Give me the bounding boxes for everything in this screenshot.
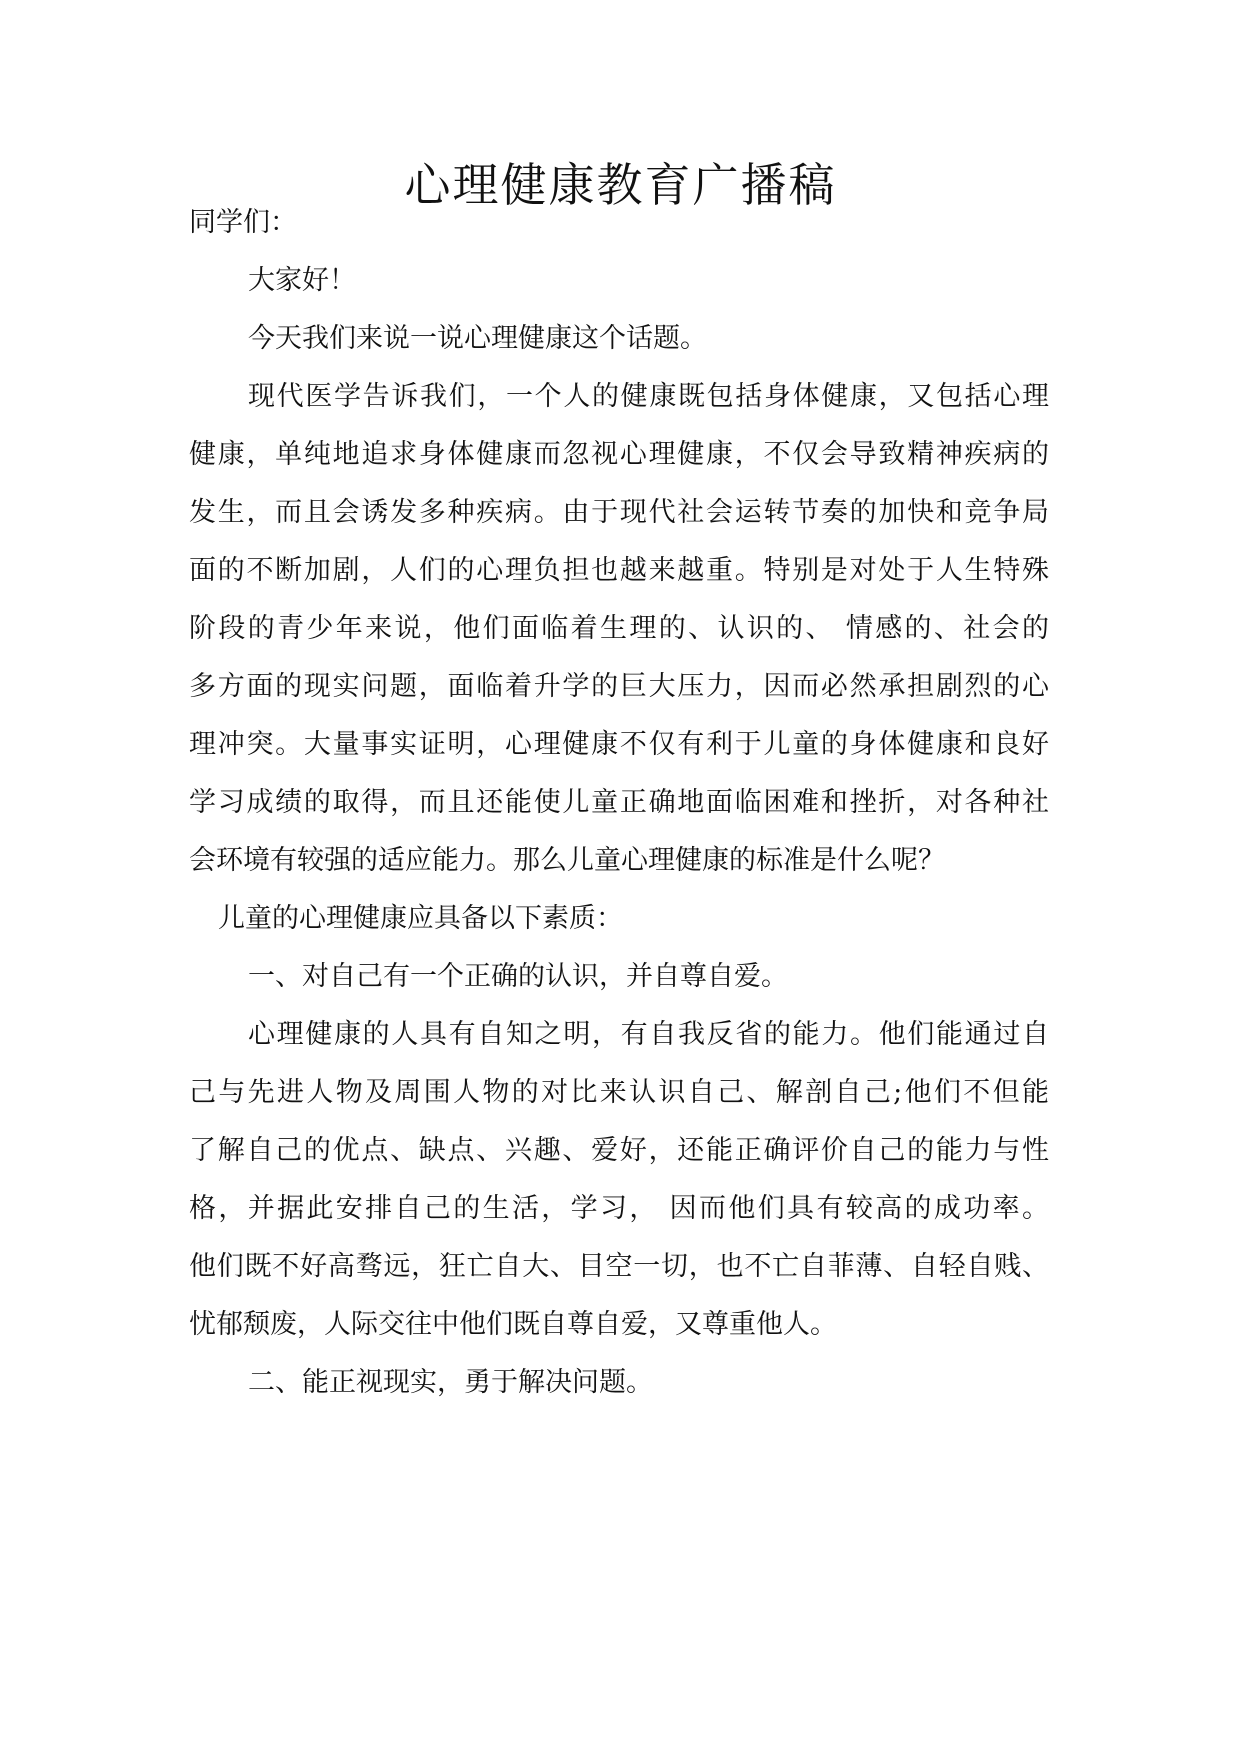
document-title: 心理健康教育广播稿 <box>404 158 837 212</box>
para1-line: 学习成绩的取得，而且还能使儿童正确地面临困难和挫折，对各种社 <box>189 787 1049 818</box>
para2-line: 忧郁颓废，人际交往中他们既自尊自爱，又尊重他人。 <box>189 1309 837 1340</box>
para1-line: 阶段的青少年来说，他们面临着生理的、认识的、 情感的、社会的 <box>189 613 1049 644</box>
para1-line: 多方面的现实问题，面临着升学的巨大压力，因而必然承担剧烈的心 <box>189 671 1049 702</box>
para2-line: 了解自己的优点、缺点、兴趣、爱好，还能正确评价自己的能力与性 <box>189 1135 1049 1166</box>
point-heading-1: 一、对自己有一个正确的认识，并自尊自爱。 <box>248 961 788 992</box>
para1-line: 健康，单纯地追求身体健康而忽视心理健康，不仅会导致精神疾病的 <box>189 439 1049 470</box>
intro-line: 今天我们来说一说心理健康这个话题。 <box>248 323 707 354</box>
greeting: 同学们： <box>189 207 297 238</box>
para2-line: 他们既不好高骛远，狂亡自大、目空一切，也不亡自菲薄、自轻自贱、 <box>189 1251 1049 1282</box>
point-heading-2: 二、能正视现实，勇于解决问题。 <box>248 1367 653 1398</box>
qualities-intro: 儿童的心理健康应具备以下素质： <box>218 903 623 934</box>
para2-line: 己与先进人物及周围人物的对比来认识自己、解剖自己;他们不但能 <box>189 1077 1049 1108</box>
para1-line: 现代医学告诉我们，一个人的健康既包括身体健康，又包括心理 <box>248 381 1049 412</box>
para2-line: 格，并据此安排自己的生活，学习， 因而他们具有较高的成功率。 <box>189 1193 1049 1224</box>
para1-line: 发生，而且会诱发多种疾病。由于现代社会运转节奏的加快和竞争局 <box>189 497 1049 528</box>
para1-line: 会环境有较强的适应能力。那么儿童心理健康的标准是什么呢？ <box>189 845 945 876</box>
para1-line: 面的不断加剧，人们的心理负担也越来越重。特别是对处于人生特殊 <box>189 555 1049 586</box>
salutation: 大家好！ <box>248 265 356 296</box>
para2-line: 心理健康的人具有自知之明，有自我反省的能力。他们能通过自 <box>248 1019 1049 1050</box>
para1-line: 理冲突。大量事实证明，心理健康不仅有利于儿童的身体健康和良好 <box>189 729 1049 760</box>
